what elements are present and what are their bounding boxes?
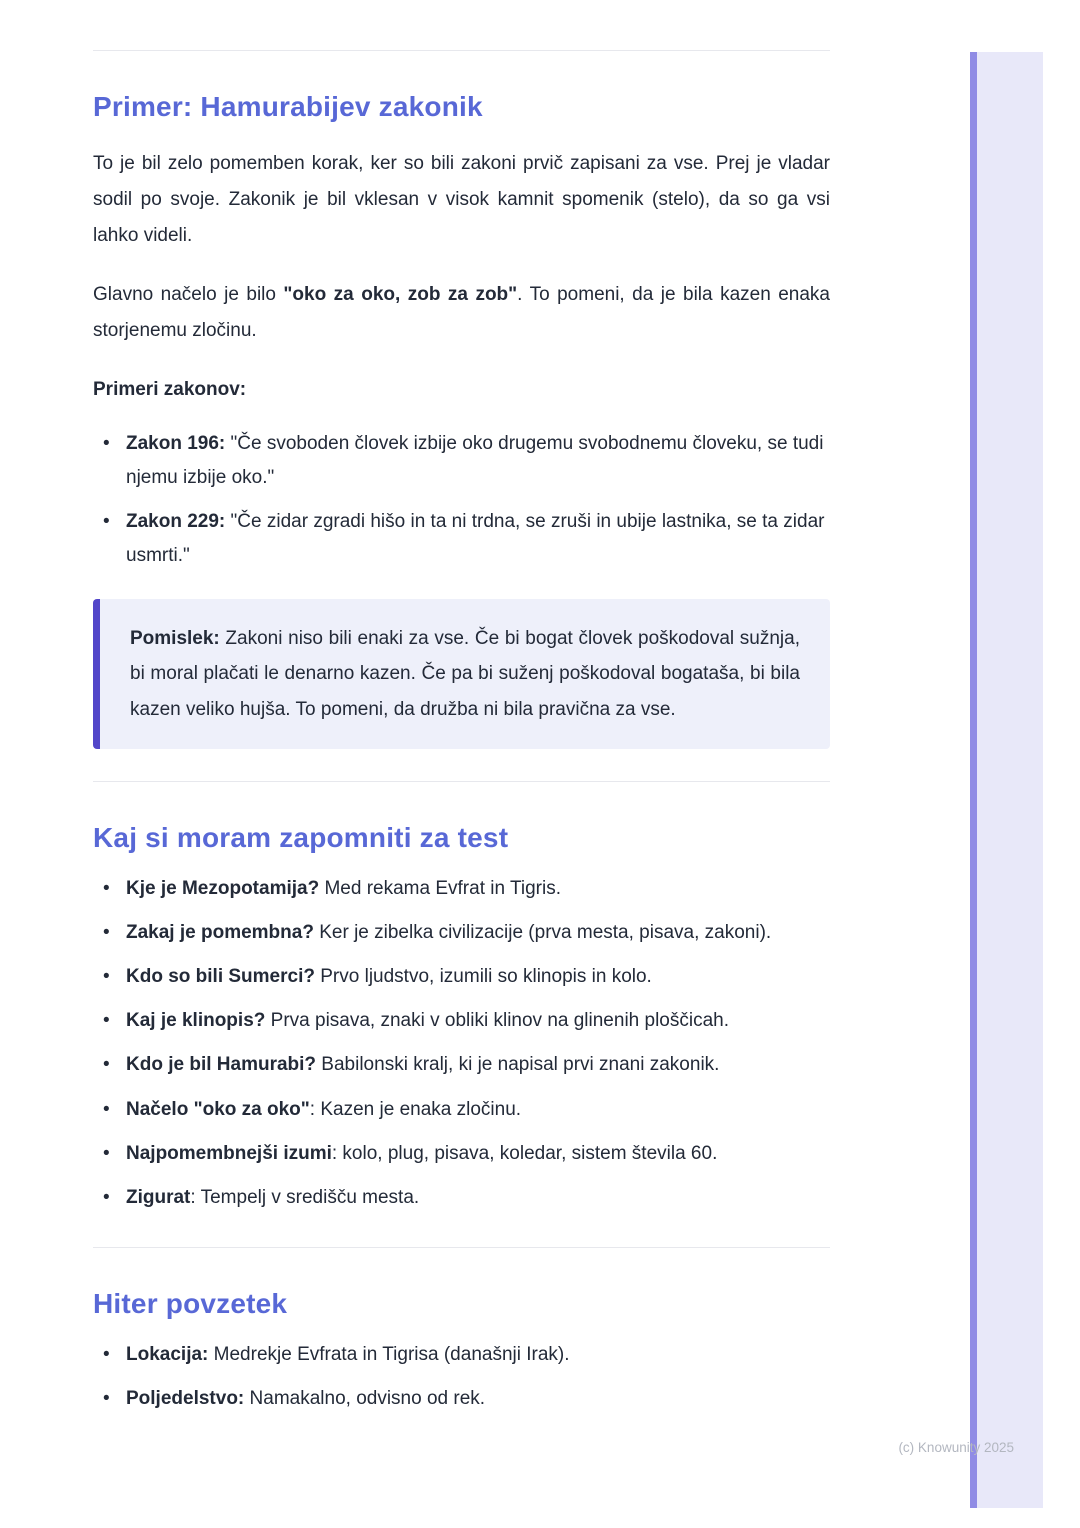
summary-list xyxy=(93,1338,830,1416)
list-item-lead: Kaj je klinopis? xyxy=(126,1010,266,1032)
list-item xyxy=(93,427,830,495)
list-item-lead: Poljedelstvo: xyxy=(126,1388,245,1410)
list-item-text: : Tempelj v središču mesta. xyxy=(190,1187,420,1209)
list-item xyxy=(93,1004,830,1038)
list-item xyxy=(93,1137,830,1171)
list-item-text: Prvo ljudstvo, izumili so klinopis in kolo. xyxy=(314,966,652,988)
list-item-text: Namakalno, odvisno od rek. xyxy=(244,1388,486,1410)
callout-note xyxy=(93,599,830,748)
callout-lead: Pomislek: xyxy=(130,628,220,650)
list-item-text: : kolo, plug, pisava, koledar, sistem števila 60. xyxy=(331,1142,718,1164)
section-divider xyxy=(93,50,830,51)
list-item-text: Med rekama Evfrat in Tigris. xyxy=(319,877,561,899)
paragraph-text: . To pomeni, da je bila kazen enaka storjenemu zločinu. xyxy=(93,284,830,342)
section-hamurabi xyxy=(93,91,830,749)
section-heading-summary: Hiter povzetek xyxy=(93,1288,288,1320)
laws-list xyxy=(93,427,830,574)
list-item xyxy=(93,960,830,994)
section-heading-test: Kaj si moram zapomniti za test xyxy=(93,821,509,853)
section-test-memory xyxy=(93,822,830,1216)
memory-list xyxy=(93,872,830,1216)
bold-phrase: "oko za oko, zob za zob" xyxy=(283,284,518,306)
list-item-lead: Lokacija: xyxy=(126,1344,209,1366)
list-item-lead: Kdo so bili Sumerci? xyxy=(126,966,315,988)
paragraph-text: Glavno načelo je bilo xyxy=(93,284,284,306)
list-item xyxy=(93,505,830,573)
list-item xyxy=(93,1181,830,1215)
list-item-lead: Načelo "oko za oko" xyxy=(126,1098,310,1120)
paragraph-principle xyxy=(93,277,830,349)
laws-list-label: Primeri zakonov: xyxy=(93,379,247,401)
list-item xyxy=(93,916,830,950)
callout-text: Zakoni niso bili enaki za vse. Če bi bogat človek poškodoval sužnja, bi moral plačati le denarno kazen. Če pa bi suženj poškodoval bogataša, bi bila kazen veliko hujša. To pomeni, da družba ni bila pravična za vse. xyxy=(130,628,800,720)
list-item-text: Medrekje Evfrata in Tigrisa (današnji Irak). xyxy=(208,1344,570,1366)
section-divider xyxy=(93,781,830,782)
list-item-text: "Če svoboden človek izbije oko drugemu svobodnemu človeku, se tudi njemu izbije oko." xyxy=(126,432,824,488)
list-item xyxy=(93,1338,830,1372)
list-item-lead: Zakaj je pomembna? xyxy=(126,921,314,943)
watermark: (c) Knowunity 2025 xyxy=(898,1440,1014,1455)
list-item-text: Prva pisava, znaki v obliki klinov na glinenih ploščicah. xyxy=(265,1010,730,1032)
list-item-lead: Kje je Mezopotamija? xyxy=(126,877,320,899)
list-item-text: : Kazen je enaka zločinu. xyxy=(309,1098,522,1120)
section-quick-summary xyxy=(93,1288,830,1416)
list-item xyxy=(93,1093,830,1127)
list-item-lead: Kdo je bil Hamurabi? xyxy=(126,1054,317,1076)
list-item-text: Babilonski kralj, ki je napisal prvi znani zakonik. xyxy=(316,1054,720,1076)
list-item-lead: Zakon 196: xyxy=(126,432,226,454)
list-item-text: "Če zidar zgradi hišo in ta ni trdna, se zruši in ubije lastnika, se ta zidar usmrti." xyxy=(126,510,825,567)
list-item-lead: Zigurat xyxy=(126,1187,191,1209)
paragraph-text: To je bil zelo pomemben korak, ker so bili zakoni prvič zapisani za vse. Prej je vladar sodil po svoje. Zakonik je bil vklesan v visok kamnit spomenik (stelo), da so ga vsi lahko videli. xyxy=(93,153,830,247)
document-content xyxy=(93,0,830,1427)
list-item xyxy=(93,1382,830,1416)
list-item-lead: Najpomembnejši izumi xyxy=(126,1142,332,1164)
list-item-lead: Zakon 229: xyxy=(126,510,226,532)
section-divider xyxy=(93,1247,830,1248)
page-edge-line xyxy=(970,52,977,1508)
section-heading-hamurabi: Primer: Hamurabijev zakonik xyxy=(93,91,483,122)
list-item xyxy=(93,872,830,906)
list-item-text: Ker je zibelka civilizacije (prva mesta, pisava, zakoni). xyxy=(313,921,772,943)
list-item xyxy=(93,1048,830,1082)
page-edge-strip xyxy=(977,52,1043,1508)
paragraph-intro xyxy=(93,146,830,254)
